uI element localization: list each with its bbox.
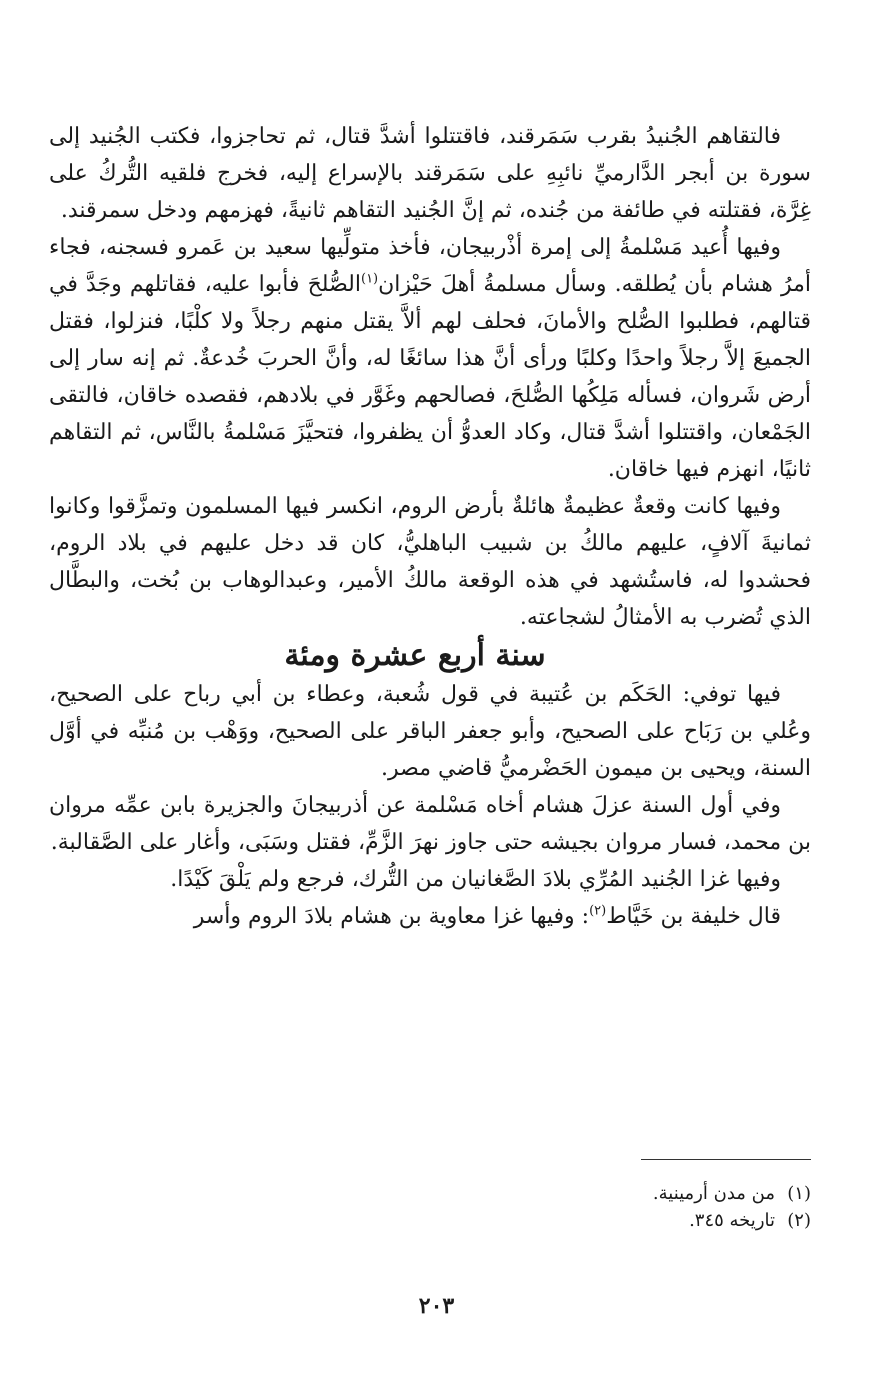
footnote-number: (٢) — [787, 1210, 811, 1231]
footnote-text: تاريخه ٣٤٥. — [689, 1210, 775, 1231]
footnote-number: (١) — [787, 1183, 811, 1204]
footnote-reference[interactable]: (٢) — [589, 903, 607, 919]
paragraph-text: قال خليفة بن خَيَّاط — [606, 904, 781, 929]
paragraph: وفيها غزا الجُنيد المُرِّي بلادَ الصَّغانيان من التُّرك، فرجع ولم يَلْقَ كَيْدًا. — [170, 867, 781, 892]
footnote-divider — [641, 1159, 811, 1160]
paragraph-text: وفيها أُعيد مَسْلمةُ إلى إمرة أذْربيجان، فأخذ متولِّيها سعيد بن عَمرو فسجنه، فجاء أمرُ هشام بأن يُطلقه. وسأل مسلمةُ أهلَ حَيْزان — [49, 235, 811, 297]
footnote — [411, 1207, 811, 1234]
footnote-text: من مدن أرمينية. — [652, 1183, 775, 1204]
main-text — [49, 118, 811, 935]
footnote-reference[interactable]: (١) — [360, 271, 379, 287]
paragraph — [49, 229, 811, 488]
section-heading: سنة أربع عشرة ومئة — [284, 638, 546, 673]
paragraph: فالتقاهم الجُنيدُ بقرب سَمَرقند، فاقتتلوا أشدَّ قتال، ثم تحاجزوا، فكتب الجُنيد إلى سورة بن أبجر الدَّارميِّ نائبِهِ على سَمَرقند بالإسراع إليه، فخرج فلقيه التُّركُ على غِرَّة، فقتلته في طائفة من جُنده، ثم إنَّ الجُنيد التقاهم ثانيةً، فهزمهم ودخل سمرقند. — [49, 124, 811, 223]
paragraph: وفيها كانت وقعةٌ عظيمةٌ هائلةٌ بأرض الروم، انكسر فيها المسلمون وتمزَّقوا وكانوا ثمانيةَ آلافٍ، عليهم مالكُ بن شبيب الباهليُّ، كان قد دخل عليهم في بلاد الروم، فحشدوا له، فاستُشهد في هذه الوقعة مالكُ الأمير، وعبدالوهاب بن بُخت، والبطَّال الذي تُضرب به الأمثالُ لشجاعته. — [49, 494, 811, 630]
paragraph — [49, 898, 811, 935]
paragraph: فيها توفي: الحَكَم بن عُتيبة في قول شُعبة، وعطاء بن أبي رباح على الصحيح، وعُلي بن رَبَاح على الصحيح، وأبو جعفر الباقر على الصحيح، ووَهْب بن مُنبِّه في أوَّل السنة، ويحيى بن ميمون الحَضْرميُّ قاضي مصر. — [49, 682, 811, 781]
footnotes — [411, 1180, 811, 1234]
paragraph-text: الصُّلحَ فأبوا عليه، فقاتلهم وجَدَّ في قتالهم، فطلبوا الصُّلح والأمانَ، فحلف لهم ألاَّ يقتل منهم رجلاً ولا كلْبًا، فنزلوا، فقتل الجميعَ إلاَّ رجلاً واحدًا وكلبًا ورأى أنَّ هذا سائغًا له، وأنَّ الحربَ خُدعةٌ. ثم إنه سار إلى أرض شَروان، فسأله مَلِكُها الصُّلحَ، فصالحهم وغَوَّر في بلادهم، فقصده خاقان، فالتقى الجَمْعان، واقتتلوا أشدَّ قتال، وكاد العدوُّ أن يظفروا، فتحيَّزَ مَسْلمةُ بالنَّاس، ثم التقاهم ثانيًا، انهزم فيها خاقان. — [49, 272, 811, 482]
paragraph: وفي أول السنة عزلَ هشام أخاه مَسْلمة عن أذربيجانَ والجزيرة بابن عمِّه مروان بن محمد، فسار مروان بجيشه حتى جاوز نهرَ الزَّمِّ، فقتل وسَبَى، وأغار على الصَّقالبة. — [49, 793, 811, 855]
paragraph-text: : وفيها غزا معاوية بن هشام بلادَ الروم وأسر — [193, 904, 590, 929]
footnote — [411, 1180, 811, 1207]
page-number: ٢٠٣ — [418, 1293, 455, 1319]
